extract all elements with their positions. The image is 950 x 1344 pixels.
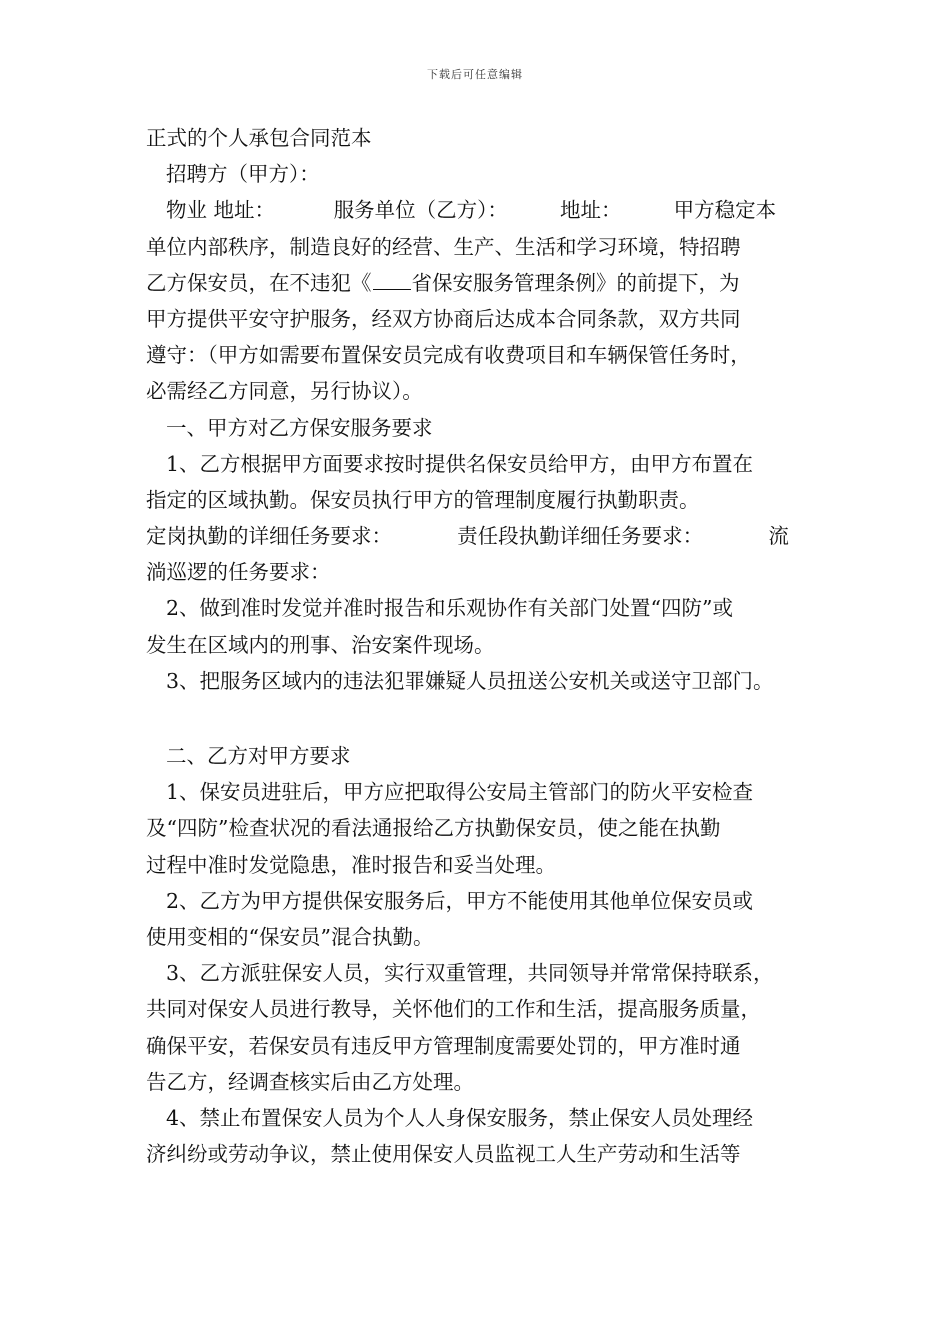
paragraph-line: 发生在区域内的刑事、治安案件现场。 — [146, 632, 495, 657]
paragraph-line: 4、禁止布置保安人员为个人人身保安服务，禁止保安人员处理经 — [166, 1105, 754, 1130]
fill-in-blank — [373, 271, 411, 290]
paragraph-line: 及“四防”检查状况的看法通报给乙方执勤保安员，使之能在执勤 — [146, 816, 721, 841]
document-body — [146, 120, 806, 1172]
paragraph-line: 3、把服务区域内的违法犯罪嫌疑人员扭送公安机关或送守卫部门。 — [166, 668, 774, 693]
document-title: 正式的个人承包合同范本 — [146, 126, 372, 150]
paragraph-line: 确保平安，若保安员有违反甲方管理制度需要处罚的，甲方准时通 — [146, 1033, 741, 1058]
paragraph-line: 淌巡逻的任务要求： — [146, 560, 331, 585]
paragraph-line: 1、乙方根据甲方面要求按时提供名保安员给甲方，由甲方布置在 — [166, 451, 754, 476]
paragraph-line: 告乙方，经调查核实后由乙方处理。 — [146, 1069, 474, 1094]
paragraph-line: 招聘方（甲方）： — [166, 162, 320, 187]
paragraph-line: 3、乙方派驻保安人员，实行双重管理，共同领导并常常保持联系， — [166, 961, 774, 986]
paragraph-line: 过程中准时发觉隐患，准时报告和妥当处理。 — [146, 852, 556, 877]
paragraph-text: 乙方保安员，在不违犯《 — [146, 270, 372, 295]
paragraph-text: 省保安服务管理条例》的前提下，为 — [411, 270, 740, 295]
blank-spacer — [146, 699, 806, 738]
paragraph-line: 2、乙方为甲方提供保安服务后，甲方不能使用其他单位保安员或 — [166, 888, 754, 913]
paragraph-line: 共同对保安人员进行教导，关怀他们的工作和生活，提高服务质量， — [146, 997, 761, 1022]
paragraph-line: 必需经乙方同意，另行协议）。 — [146, 379, 423, 404]
paragraph-line: 定岗执勤的详细任务要求： 责任段执勤详细任务要求： 流 — [146, 524, 789, 549]
paragraph-line: 物业 地址： 服务单位（乙方）： 地址： 甲方稳定本 — [166, 198, 777, 223]
paragraph-line: 遵守：（甲方如需要布置保安员完成有收费项目和车辆保管任务时， — [146, 343, 751, 368]
page-header-note: 下载后可任意编辑 — [427, 68, 523, 81]
paragraph-line: 甲方提供平安守护服务，经双方协商后达成本合同条款，双方共同 — [146, 306, 741, 331]
paragraph-line: 单位内部秩序，制造良好的经营、生产、生活和学习环境，特招聘 — [146, 234, 741, 259]
paragraph-line-with-blank — [146, 265, 806, 301]
paragraph-line: 指定的区域执勤。保安员执行甲方的管理制度履行执勤职责。 — [146, 487, 700, 512]
section-heading: 二、乙方对甲方要求 — [166, 744, 351, 768]
paragraph-line: 济纠纷或劳动争议，禁止使用保安人员监视工人生产劳动和生活等 — [146, 1142, 741, 1167]
paragraph-line: 使用变相的“保安员”混合执勤。 — [146, 924, 434, 949]
section-heading: 一、甲方对乙方保安服务要求 — [166, 415, 433, 440]
paragraph-line: 1、保安员进驻后，甲方应把取得公安局主管部门的防火平安检查 — [166, 780, 754, 805]
paragraph-line: 2、做到准时发觉并准时报告和乐观协作有关部门处置“四防”或 — [166, 596, 734, 621]
